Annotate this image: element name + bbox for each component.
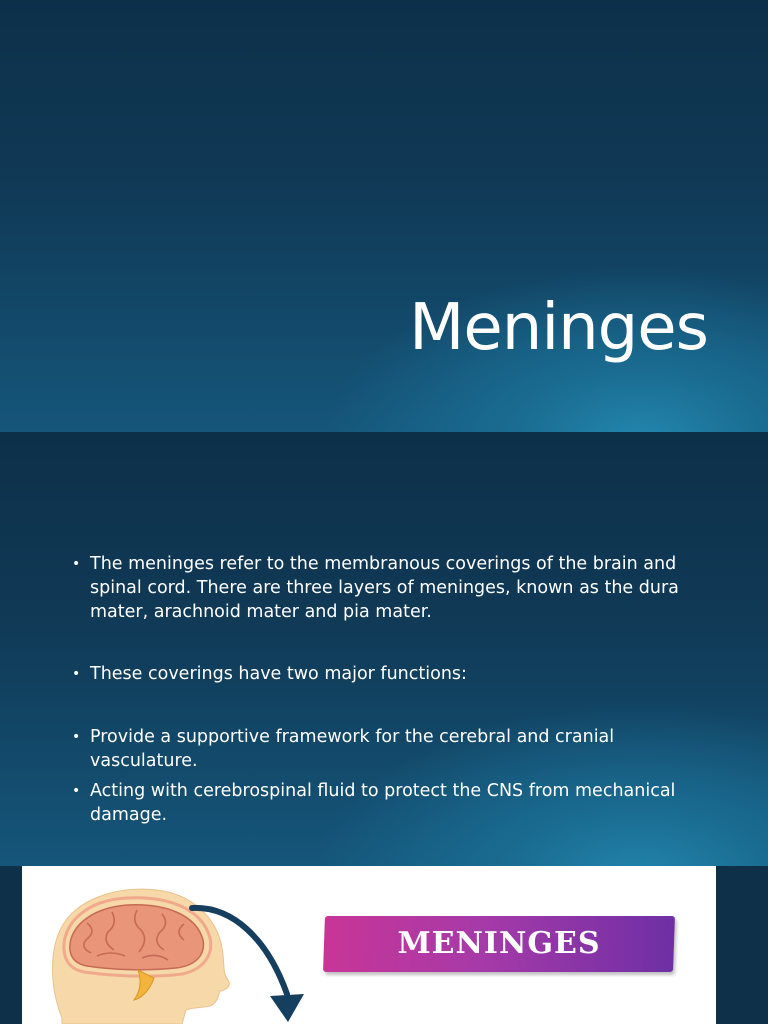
bullet-item xyxy=(72,725,712,773)
bullet-text: Provide a supportive framework for the cerebral and cranial vasculature. xyxy=(90,727,615,771)
bullet-item xyxy=(72,552,712,624)
bullet-item xyxy=(72,779,712,827)
meninges-banner xyxy=(323,916,675,972)
bullet-glyph: • xyxy=(72,666,81,682)
bullet-text: These coverings have two major functions: xyxy=(90,664,467,684)
slide-title: Meninges xyxy=(409,291,708,365)
bullet-list xyxy=(72,552,712,827)
bullet-text: The meninges refer to the membranous coverings of the brain and spinal cord. There are three layers of meninges, known as the dura mater, arachnoid mater and pia mater. xyxy=(90,554,679,622)
bullet-glyph: • xyxy=(72,729,81,745)
image-slide xyxy=(0,866,768,1024)
banner-label: MENINGES xyxy=(397,926,601,961)
bullet-text: Acting with cerebrospinal fluid to protect the CNS from mechanical damage. xyxy=(90,781,676,825)
brain-head-icon xyxy=(42,878,312,1024)
arrow-head xyxy=(270,994,304,1022)
image-panel xyxy=(22,866,716,1024)
bullet-item xyxy=(72,662,712,686)
bullet-glyph: • xyxy=(72,556,81,572)
title-slide xyxy=(0,0,768,432)
content-slide xyxy=(0,433,768,866)
bullet-glyph: • xyxy=(72,783,81,799)
